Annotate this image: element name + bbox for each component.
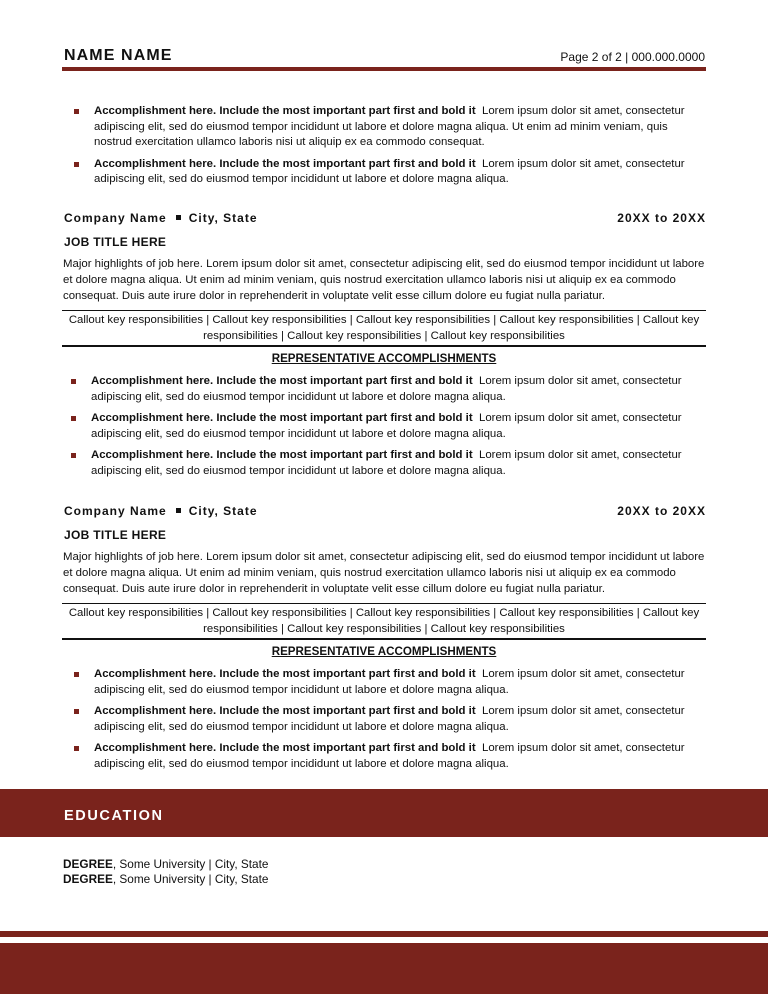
company-name: Company Name (64, 504, 167, 518)
bullet-icon (74, 109, 79, 114)
accomplishment-text: Lorem ipsum dolor sit amet, consectetur adipiscing elit, sed do eiusmod tempor incididunt ut labore et dolore magna aliqua. (91, 375, 682, 403)
separator-icon (176, 508, 181, 513)
rep-accomplishments-heading: REPRESENTATIVE ACCOMPLISHMENTS (271, 352, 497, 365)
accomplishment-bold: Accomplishment here. Include the most important part first and bold it (94, 105, 476, 117)
accomplishment-bold: Accomplishment here. Include the most important part first and bold it (91, 412, 473, 425)
accomplishment-item (68, 411, 708, 442)
degree-label: DEGREE (63, 872, 113, 887)
bullet-icon (74, 709, 79, 714)
accomplishment-text: Lorem ipsum dolor sit amet, consectetur adipiscing elit, sed do eiusmod tempor incididunt ut labore et dolore magna aliqua. (91, 449, 682, 477)
accomplishment-item (71, 667, 707, 698)
page-info: Page 2 of 2 | 000.000.0000 (560, 50, 705, 64)
bullet-icon (74, 672, 79, 677)
accomplishment-text: Lorem ipsum dolor sit amet, consectetur adipiscing elit, sed do eiusmod tempor incididunt ut labore et dolore magna aliqua. (94, 705, 685, 733)
accomplishment-bold: Accomplishment here. Include the most important part first and bold it (94, 157, 476, 170)
job-title: JOB TITLE HERE (64, 235, 167, 249)
degree-details: , Some University | City, State (112, 857, 269, 871)
job-accomplishments (68, 374, 708, 486)
separator-icon (176, 215, 181, 220)
accomplishment-bold: Accomplishment here. Include the most important part first and bold it (94, 742, 476, 755)
company-location: City, State (188, 211, 258, 225)
accomplishment-item (71, 104, 707, 151)
bullet-icon (71, 453, 76, 458)
degree-details: , Some University | City, State (112, 872, 269, 887)
bullet-icon (74, 162, 79, 167)
education-heading: EDUCATION (64, 808, 164, 824)
company-name: Company Name (64, 211, 167, 225)
bullet-icon (71, 379, 76, 384)
accomplishment-bold: Accomplishment here. Include the most important part first and bold it (94, 668, 476, 680)
accomplishment-text: Lorem ipsum dolor sit amet, consectetur adipiscing elit, sed do eiusmod tempor incididunt ut labore et dolore magna aliqua. (94, 668, 685, 696)
company-line (64, 504, 706, 518)
header-rule (62, 67, 706, 71)
callout-responsibilities: Callout key responsibilities | Callout key responsibilities | Callout key responsibilities | Callout key responsibilities | Callout key responsibilities | Callout key responsibilities | Callout key responsibilities (62, 310, 706, 347)
education-entry (63, 857, 268, 872)
job-title: JOB TITLE HERE (64, 528, 167, 542)
accomplishment-item (71, 157, 707, 188)
bullet-icon (71, 416, 76, 421)
accomplishment-text: Lorem ipsum dolor sit amet, consectetur adipiscing elit, sed do eiusmod tempor incididunt ut labore et dolore magna aliqua. Ut enim ad minim veniam, quis nostrud exercitation ullamco laboris nisi ut aliquip ex ea commodo consequat. (94, 105, 685, 149)
education-entry (63, 872, 268, 887)
accomplishment-item (68, 448, 708, 479)
accomplishment-bold: Accomplishment here. Include the most important part first and bold it (91, 375, 473, 387)
accomplishment-bold: Accomplishment here. Include the most important part first and bold it (91, 449, 473, 462)
job-dates: 20XX to 20XX (617, 504, 706, 518)
company-line (64, 211, 706, 225)
accomplishment-text: Lorem ipsum dolor sit amet, consectetur adipiscing elit, sed do eiusmod tempor incididunt ut labore et dolore magna aliqua. (94, 157, 685, 186)
job-highlights: Major highlights of job here. Lorem ipsum dolor sit amet, consectetur adipiscing elit, sed do eiusmod tempor incididunt ut labore et dolore magna aliqua. Ut enim ad minim veniam, quis nostrud exercitation ullamco laboris nisi ut aliquip ex ea commodo consequat. Duis aute irure dolor in reprehenderit in voluptate velit esse cillum dolore eu fugiat nulla pariatur. (63, 258, 705, 302)
accomplishment-item (68, 374, 708, 405)
company-location: City, State (188, 504, 258, 518)
footer-band (0, 943, 768, 994)
accomplishment-text: Lorem ipsum dolor sit amet, consectetur adipiscing elit, sed do eiusmod tempor incididunt ut labore et dolore magna aliqua. (91, 412, 682, 440)
job-highlights: Major highlights of job here. Lorem ipsum dolor sit amet, consectetur adipiscing elit, sed do eiusmod tempor incididunt ut labore et dolore magna aliqua. Ut enim ad minim veniam, quis nostrud exercitation ullamco laboris nisi ut aliquip ex ea commodo consequat. Duis aute irure dolor in reprehenderit in voluptate velit esse cillum dolore eu fugiat nulla pariatur. (63, 551, 705, 595)
accomplishment-item (71, 704, 707, 735)
footer-rule (0, 931, 768, 937)
education-list (63, 857, 268, 888)
job-accomplishments (71, 667, 707, 779)
accomplishment-bold: Accomplishment here. Include the most important part first and bold it (94, 705, 476, 718)
callout-responsibilities: Callout key responsibilities | Callout key responsibilities | Callout key responsibilities | Callout key responsibilities | Callout key responsibilities | Callout key responsibilities | Callout key responsibilities (62, 603, 706, 640)
bullet-icon (74, 746, 79, 751)
rep-accomplishments-heading: REPRESENTATIVE ACCOMPLISHMENTS (271, 645, 497, 658)
accomplishment-item (71, 741, 707, 772)
accomplishment-text: Lorem ipsum dolor sit amet, consectetur adipiscing elit, sed do eiusmod tempor incididunt ut labore et dolore magna aliqua. (94, 742, 685, 770)
intro-accomplishments (71, 104, 707, 194)
job-dates: 20XX to 20XX (617, 211, 706, 225)
degree-label: DEGREE (63, 857, 113, 871)
resume-name: NAME NAME (64, 47, 173, 64)
